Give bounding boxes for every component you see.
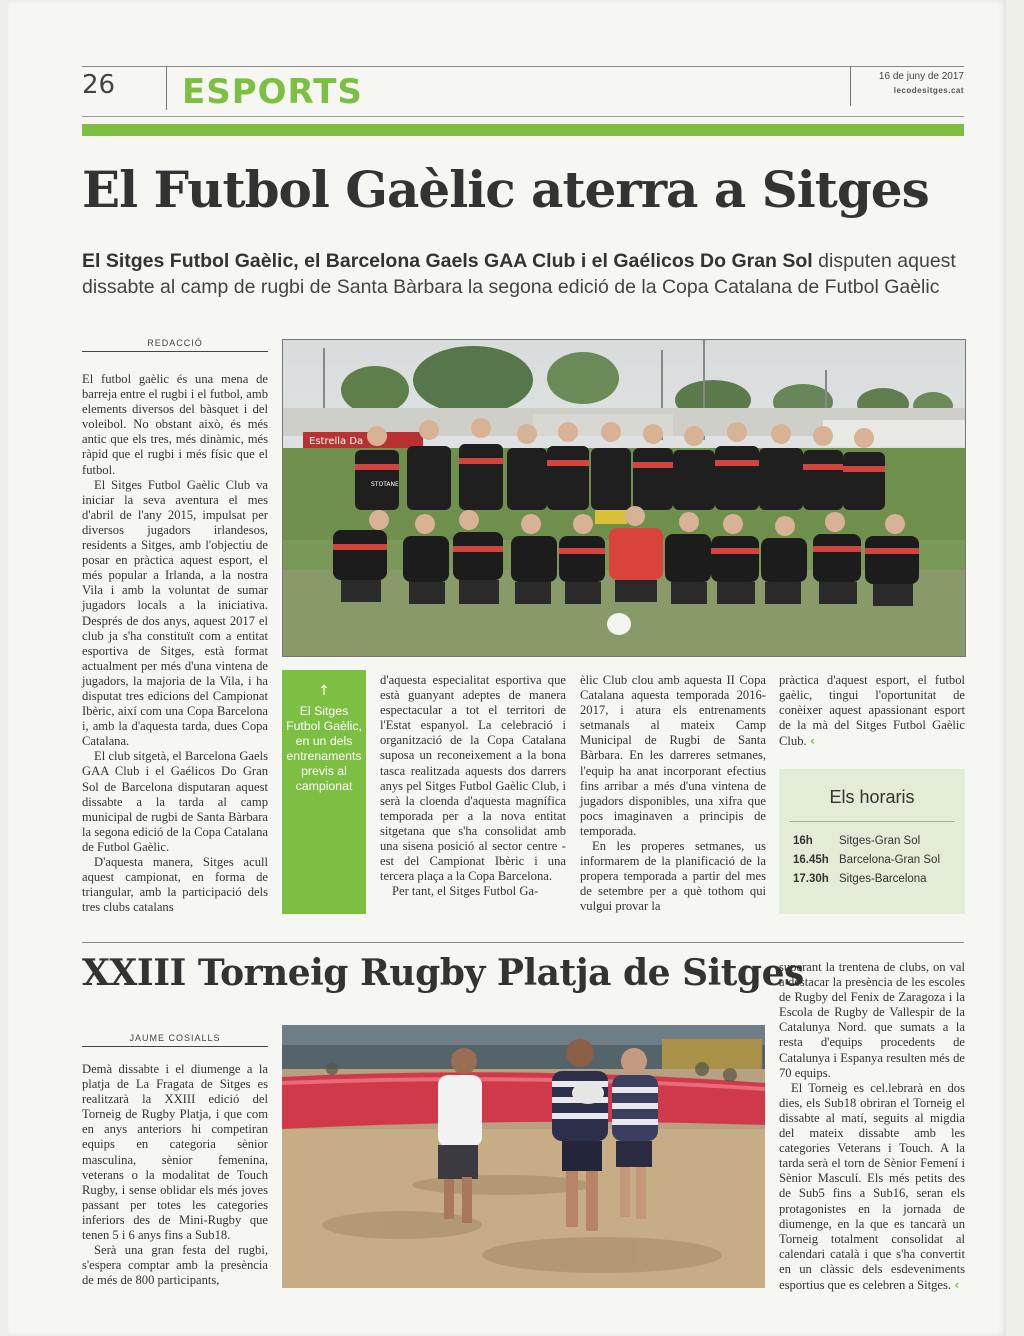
schedule-box	[779, 769, 965, 914]
schedule-time: 16h	[793, 835, 813, 847]
article2-column-1	[82, 1062, 268, 1288]
paragraph: d'aquesta especialitat esportiva que està guanyant adeptes de manera espectacular a tot el territori de l'Estat espanyol. La celebració i organització de la Copa Catalana suposa un reconeixement a la bona tasca realitzada aquests dos darrers anys pel Sitges Futbol Gaèlic Club, i serà la cloenda d'aquesta magnífica temporada per a la nova entitat sitgetana que s'ha consolidat amb una sisena posició al sector centre - est del Campionat Ibèric i una tercera plaça a la Copa Barcelona.	[380, 673, 566, 884]
section-color-bar	[82, 124, 964, 136]
photo-caption-box	[282, 670, 366, 914]
page-number: 26	[82, 70, 116, 100]
article-column-1	[82, 372, 268, 915]
schedule-row	[793, 873, 927, 885]
section-title: ESPORTS	[182, 72, 363, 112]
rugby-ball	[607, 613, 631, 635]
article2-column-2	[779, 960, 965, 1293]
header-rule-top	[82, 66, 964, 67]
schedule-divider	[789, 821, 955, 822]
paragraph: En les properes setmanes, us informarem de la planificació de la propera temporada a partir del mes de setembre per a què tothom qui vulgui provar la	[580, 839, 766, 914]
paragraph: Per tant, el Sitges Futbol Ga-	[392, 884, 539, 899]
rugby-ball	[572, 1082, 604, 1104]
article-standfirst	[82, 248, 966, 300]
paragraph: Serà una gran festa del rugbi, s'espera comptar amb la presència de més de 800 participants,	[82, 1243, 268, 1288]
banner-sponsor-left: Estrella Da	[309, 436, 364, 447]
team-photo	[282, 339, 966, 657]
schedule-match: Barcelona-Gran Sol	[839, 854, 940, 866]
standfirst-text: disputen aquest dissabte al camp de rugbi de Santa Bàrbara la segona edició de la Copa Catalana de Futbol Gaèlic	[82, 250, 956, 298]
team-photo-illustration	[283, 340, 965, 656]
schedule-match: Sitges-Barcelona	[839, 873, 927, 885]
article2-byline: JAUME COSIALLS	[82, 1033, 268, 1047]
paragraph: El futbol gaèlic és una mena de barreja entre el rugbi i el futbol, amb elements diversos del bàsquet i del voleibol. No obstant això, és més antic que els tres, més dinàmic, més ràpid que el rugbi i més físic que el futbol.	[82, 372, 268, 477]
beach-rugby-photo	[282, 1025, 765, 1288]
paragraph: Demà dissabte i el diumenge a la platja de La Fragata de Sitges es realitzarà la XXIII edició del Torneig de Rugby Platja, i que com en anys anteriors hi competiran equips en categoria sènior masculina, sènior femenina, veterans o la modalitat de Touch Rugby, i sense oblidar els més joves passant per totes les categories inferiors des de Mini-Rugby que tenen 5 i 6 anys fins a Sub18.	[82, 1062, 268, 1243]
paragraph: El Sitges Futbol Gaèlic Club va iniciar la seva aventura el mes d'abril de l'any 2015, impulsat per diversos jugadors irlandesos, residents a Sitges, amb l'objectiu de posar en pràctica aquest esport, el més popular a Irlanda, a la nostra Vila i amb la voluntat de sumar jugadors locals a la iniciativa. Després de dos anys, aquest 2017 el club ja s'ha constituït com a entitat esportiva de Sitges, està format actualment per més d'una vintena de jugadors, la majoria de la Vila, i ha disputat tres edicions del Campionat Ibèric, així com una Copa Barcelona i, amb la d'aquesta tarda, dues Copa Catalana.	[82, 477, 268, 749]
schedule-title: Els horaris	[829, 787, 915, 807]
header-rule-bottom	[82, 116, 964, 117]
article-column-2	[380, 673, 566, 899]
photo-caption: El Sitges Futbol Gaèlic, en un dels entrenaments previs al campionat	[286, 704, 362, 793]
schedule-match: Sitges-Gran Sol	[839, 835, 921, 847]
schedule-time: 17.30h	[793, 873, 829, 885]
schedule-row	[793, 854, 940, 866]
paragraph: superant la trentena de clubs, on val a destacar la presència de les escoles de Rugby del Fenix de Zaragoza i la Escola de Rugby de Vallespir de la Catalunya Nord. que sumats a la resta d'equips procedents de Catalunya i Espanya resulten més de 70 equips.	[779, 960, 965, 1080]
paragraph-text: pràctica d'aquest esport, el futbol gaèlic, tingui l'oportunitat de conèixer aquest apassionant esport de la mà del Sitges Futbol Gaèlic Club.	[779, 673, 965, 749]
article-byline: REDACCIÓ	[82, 338, 268, 352]
standfirst-bold: El Sitges Futbol Gaèlic, el Barcelona Gaels GAA Club i el Gaélicos Do Gran Sol	[82, 250, 813, 272]
schedule-time: 16.45h	[793, 854, 829, 866]
paragraph: El club sitgetà, el Barcelona Gaels GAA Club i el Gaélicos Do Gran Sol de Barcelona disputaran aquest dissabte a la tarda al camp municipal de rugbi de Santa Bàrbara la segona edició de la Copa Catalana de Futbol Gaèlic.	[82, 749, 268, 854]
beach-rugby-illustration	[282, 1025, 765, 1288]
paragraph: D'aquesta manera, Sitges acull aquest campionat, en forma de triangular, amb la participació dels tres clubs catalans	[82, 855, 268, 915]
paragraph-text: El Torneig es cel.lebrarà en dos dies, els Sub18 obriran el Torneig el dissabte al matí, seguits al migdia del mateix dissabte amb les categories Veterans i Touch. A la tarda serà el torn de Sènior Femení i Sènior Masculí. Els més petits des de Sub5 fins a Sub16, seran els protagonistes en la jornada de diumenge, en la que es tancarà un Torneig totalment consolidat al calendari català i que s'ha convertit en un clàssic dels esdeveniments esportius que es celebren a Sitges.	[779, 1080, 965, 1292]
end-mark-icon: ‹	[809, 733, 816, 749]
article2-headline: XXIII Torneig Rugby Platja de Sitges	[82, 952, 804, 994]
shirt-sponsor-text: STOTANE	[371, 481, 399, 488]
article-column-3	[580, 673, 766, 915]
article-column-4	[779, 673, 965, 749]
arrow-up-icon: ↑	[318, 683, 330, 699]
issue-date: 16 de juny de 2017	[878, 71, 964, 82]
header-divider-right	[850, 66, 851, 106]
paragraph	[779, 673, 965, 749]
article-divider	[82, 942, 964, 943]
site-url: lecodesitges.cat	[893, 86, 964, 95]
paragraph: èlic Club clou amb aquesta II Copa Catalana aquesta temporada 2016-2017, i atura els entrenaments setmanals al mateix Camp Municipal de Rugbi de Santa Bàrbara. En les darreres setmanes, l'equip ha anat incorporant efectius fins arribar a més d'una vintena de jugadors disponibles, una xifra que pocs imaginaven a principis de temporada.	[580, 673, 766, 838]
schedule-row	[793, 835, 920, 847]
header-divider	[166, 66, 167, 110]
paragraph	[779, 1081, 965, 1293]
end-mark-icon: ‹	[954, 1276, 960, 1292]
newspaper-page	[8, 0, 1006, 1336]
article-headline: El Futbol Gaèlic aterra a Sitges	[82, 160, 929, 219]
